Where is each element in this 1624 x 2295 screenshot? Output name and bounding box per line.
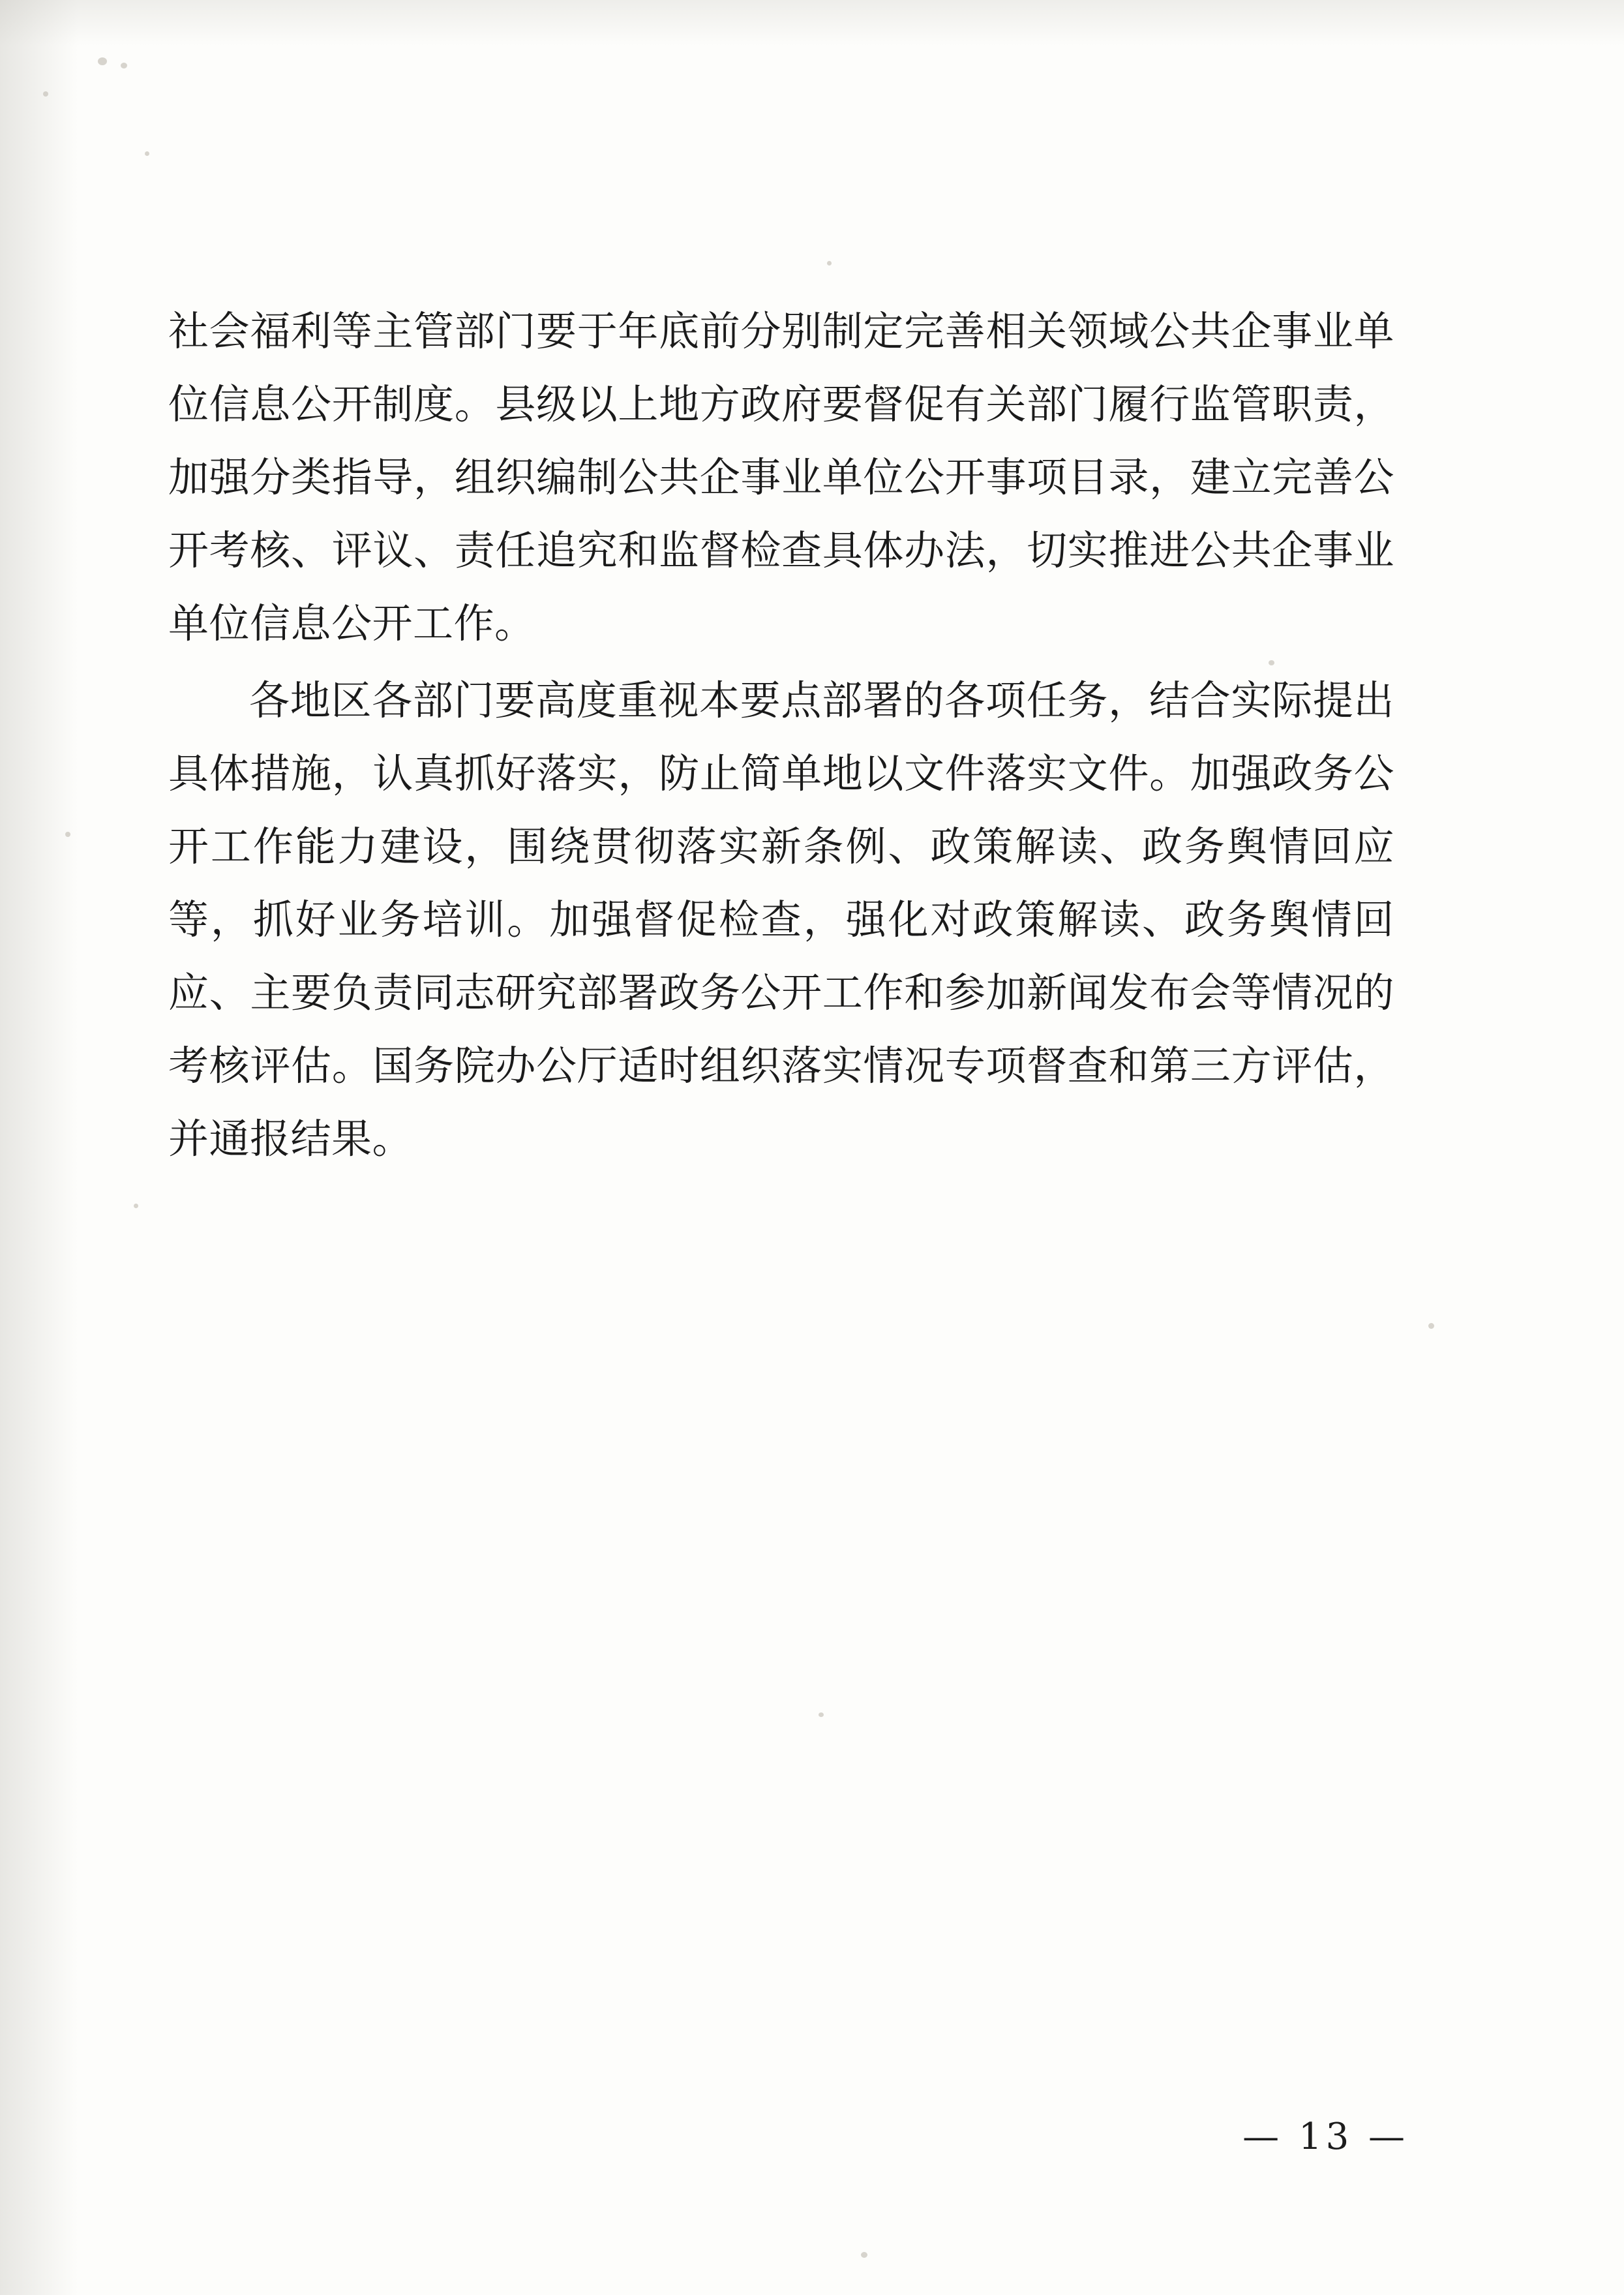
page-number: — 13 — — [1242, 2116, 1409, 2158]
scan-speckle — [134, 1204, 138, 1208]
scan-speckle — [861, 2252, 867, 2258]
scan-speckle — [65, 832, 70, 837]
scan-speckle — [827, 261, 832, 266]
scan-speckle — [98, 57, 107, 65]
scan-speckle — [121, 63, 127, 68]
body-paragraph: 社会福利等主管部门要于年底前分别制定完善相关领域公共企事业单位信息公开制度。县级以上地方政府要督促有关部门履行监管职责，加强分类指导，组织编制公共企事业单位公开事项目录，建立完善公开考核、评议、责任追究和监督检查具体办法，切实推进公共企事业单位信息公开工作。 — [168, 307, 1394, 647]
scan-speckle — [819, 1712, 824, 1717]
page-edge-shadow-top — [0, 0, 1624, 46]
body-paragraph: 各地区各部门要高度重视本要点部署的各项任务，结合实际提出具体措施，认真抓好落实，防止简单地以文件落实文件。加强政务公开工作能力建设，围绕贯彻落实新条例、政策解读、政务舆情回应等，抓好业务培训。加强督促检查，强化对政策解读、政务舆情回应、主要负责同志研究部署政务公开工作和参加新闻发布会等情况的考核评估。国务院办公厅适时组织落实情况专项督查和第三方评估，并通报结果。 — [168, 676, 1394, 1163]
scan-speckle — [145, 151, 149, 156]
scan-speckle — [1428, 1323, 1434, 1329]
page-edge-shadow-left — [0, 0, 78, 2295]
document-body — [168, 295, 1394, 1179]
scan-speckle — [43, 91, 48, 97]
